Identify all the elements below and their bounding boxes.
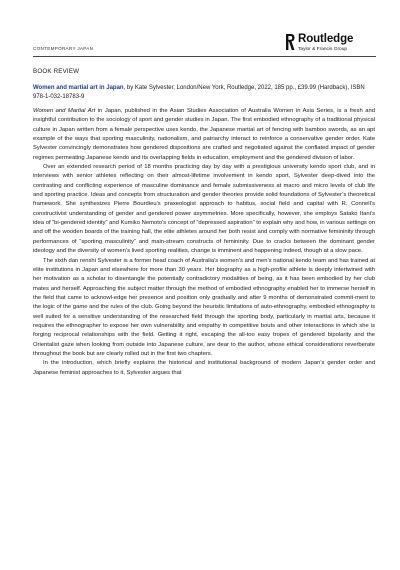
paragraph-text: The sixth dan renshi Sylvester is a former head coach of Australia’s women’s and men’s national kendo team and has trained at elite institutions in Japan and elsewhere for more than 30 years. Her biography as a high-profile athlete is deeply intertwined with her motivation as a scholar to disentangle the potentially contradictory modalities of being, as it has been embodied by her club mates and herself. Approaching the subject matter through the method of embodied ethnography enabled her to immerse herself in the field that came to acknowl-edge her presence and position only gradually and after 9 months of demonstrated commit-ment to the logic of the game and the rules of the club. Going beyond the heuristic limitations of auto-ethnography, embodied ethnography is well suited for a sensitive understanding of the researched field through the sporting body, particularly in martial arts, because it requires the ethnographer to expose her own vulnerability and empathy in competitive bouts and other interactions in which she is forging reciprocal relationships with the field. Getting it right, escaping the all-too easy tropes of gendered bipolarity and the Orientalist gaze when looking from outside into Japanese culture, are dear to the author, whose ethical considerations reverberate throughout the book but are clearly rolled out in the first two chapters.	[33, 257, 375, 357]
paragraph	[33, 107, 375, 163]
paragraph	[33, 359, 375, 378]
publisher-group: Taylor & Francis Group	[298, 47, 348, 52]
section-label: BOOK REVIEW	[33, 68, 80, 75]
publisher-name: Routledge	[298, 33, 354, 45]
book-details: , by Kate Sylvester, London/New York, Routledge, 2022, 185 pp., £39.99 (Hardback), ISBN 978-1-032-18783-9	[33, 85, 365, 101]
book-title: Women and martial art in Japan	[33, 85, 124, 91]
routledge-logo-icon	[285, 33, 295, 51]
paragraph	[33, 257, 375, 360]
header-divider	[33, 56, 376, 57]
paragraph-text: in Japan, published in the Asian Studies Association of Australia Women in Asia Series, is a fresh and insightful contribution to the sociology of sport and gender studies in Japan. The first embodied ethnography of a traditional physical culture in Japan written from a female perspective uses kendo, the Japanese martial art of fencing with bamboo swords, as an apt example of the ways that sporting masculinity, nationalism, and patriarchy interact to reinforce a conservative gender order. Kate Sylvester convincingly demonstrates how gendered dispositions are crafted and negotiated against the conflated impact of gender regimes permeating Japanese kendo and its overlapping fields in education, employment and the gendered division of labor.	[33, 108, 375, 161]
paragraph-text: Over an extended research period of 18 months practicing day by day with a prestigious university kendo sport club, and in interviews with senior athletes reflecting on their almost-lifetime involvement in kendo sport, Sylvester deep-dived into the contrasting and conflicting experience of masculine dominance and female submissiveness at macro and micro levels of club life and sporting practice. Ideas and concepts from structuration and gender theories provide solid foundations of Sylvester’s theoretical framework. She synthesizes Pierre Bourdieu’s praxeologist approach to habitus, social field and capital with R. Connell’s constructivist understanding of gender and gendered power asymmetries. More specifically, however, she employs Satako Itani’s idea of “bi-gendered identity” and Kumiko Nemoto’s concept of “depressed aspiration” to explain why and how, in various settings on and off the wooden boards of the training hall, the elite athletes around her both resist and comply with normative femininity through performances of “sporting masculinity” and main-stream constructs of femininity. Due to cracks between the dominant gender ideology and the diversity of women’s lived sporting realities, change is imminent and happening indeed, though at a slow pace.	[33, 164, 375, 255]
publisher-logo	[285, 32, 375, 56]
paragraph-text: In the introduction, which briefly explains the historical and institutional background of modern Japan’s gender order and Japanese feminist approaches to it, Sylvester argues that	[33, 360, 375, 376]
paragraph-lead-italic: Women and Martial Art	[33, 108, 96, 114]
journal-name: CONTEMPORARY JAPAN	[33, 46, 94, 51]
review-body	[33, 107, 375, 378]
paragraph	[33, 163, 375, 256]
book-citation	[33, 84, 373, 102]
